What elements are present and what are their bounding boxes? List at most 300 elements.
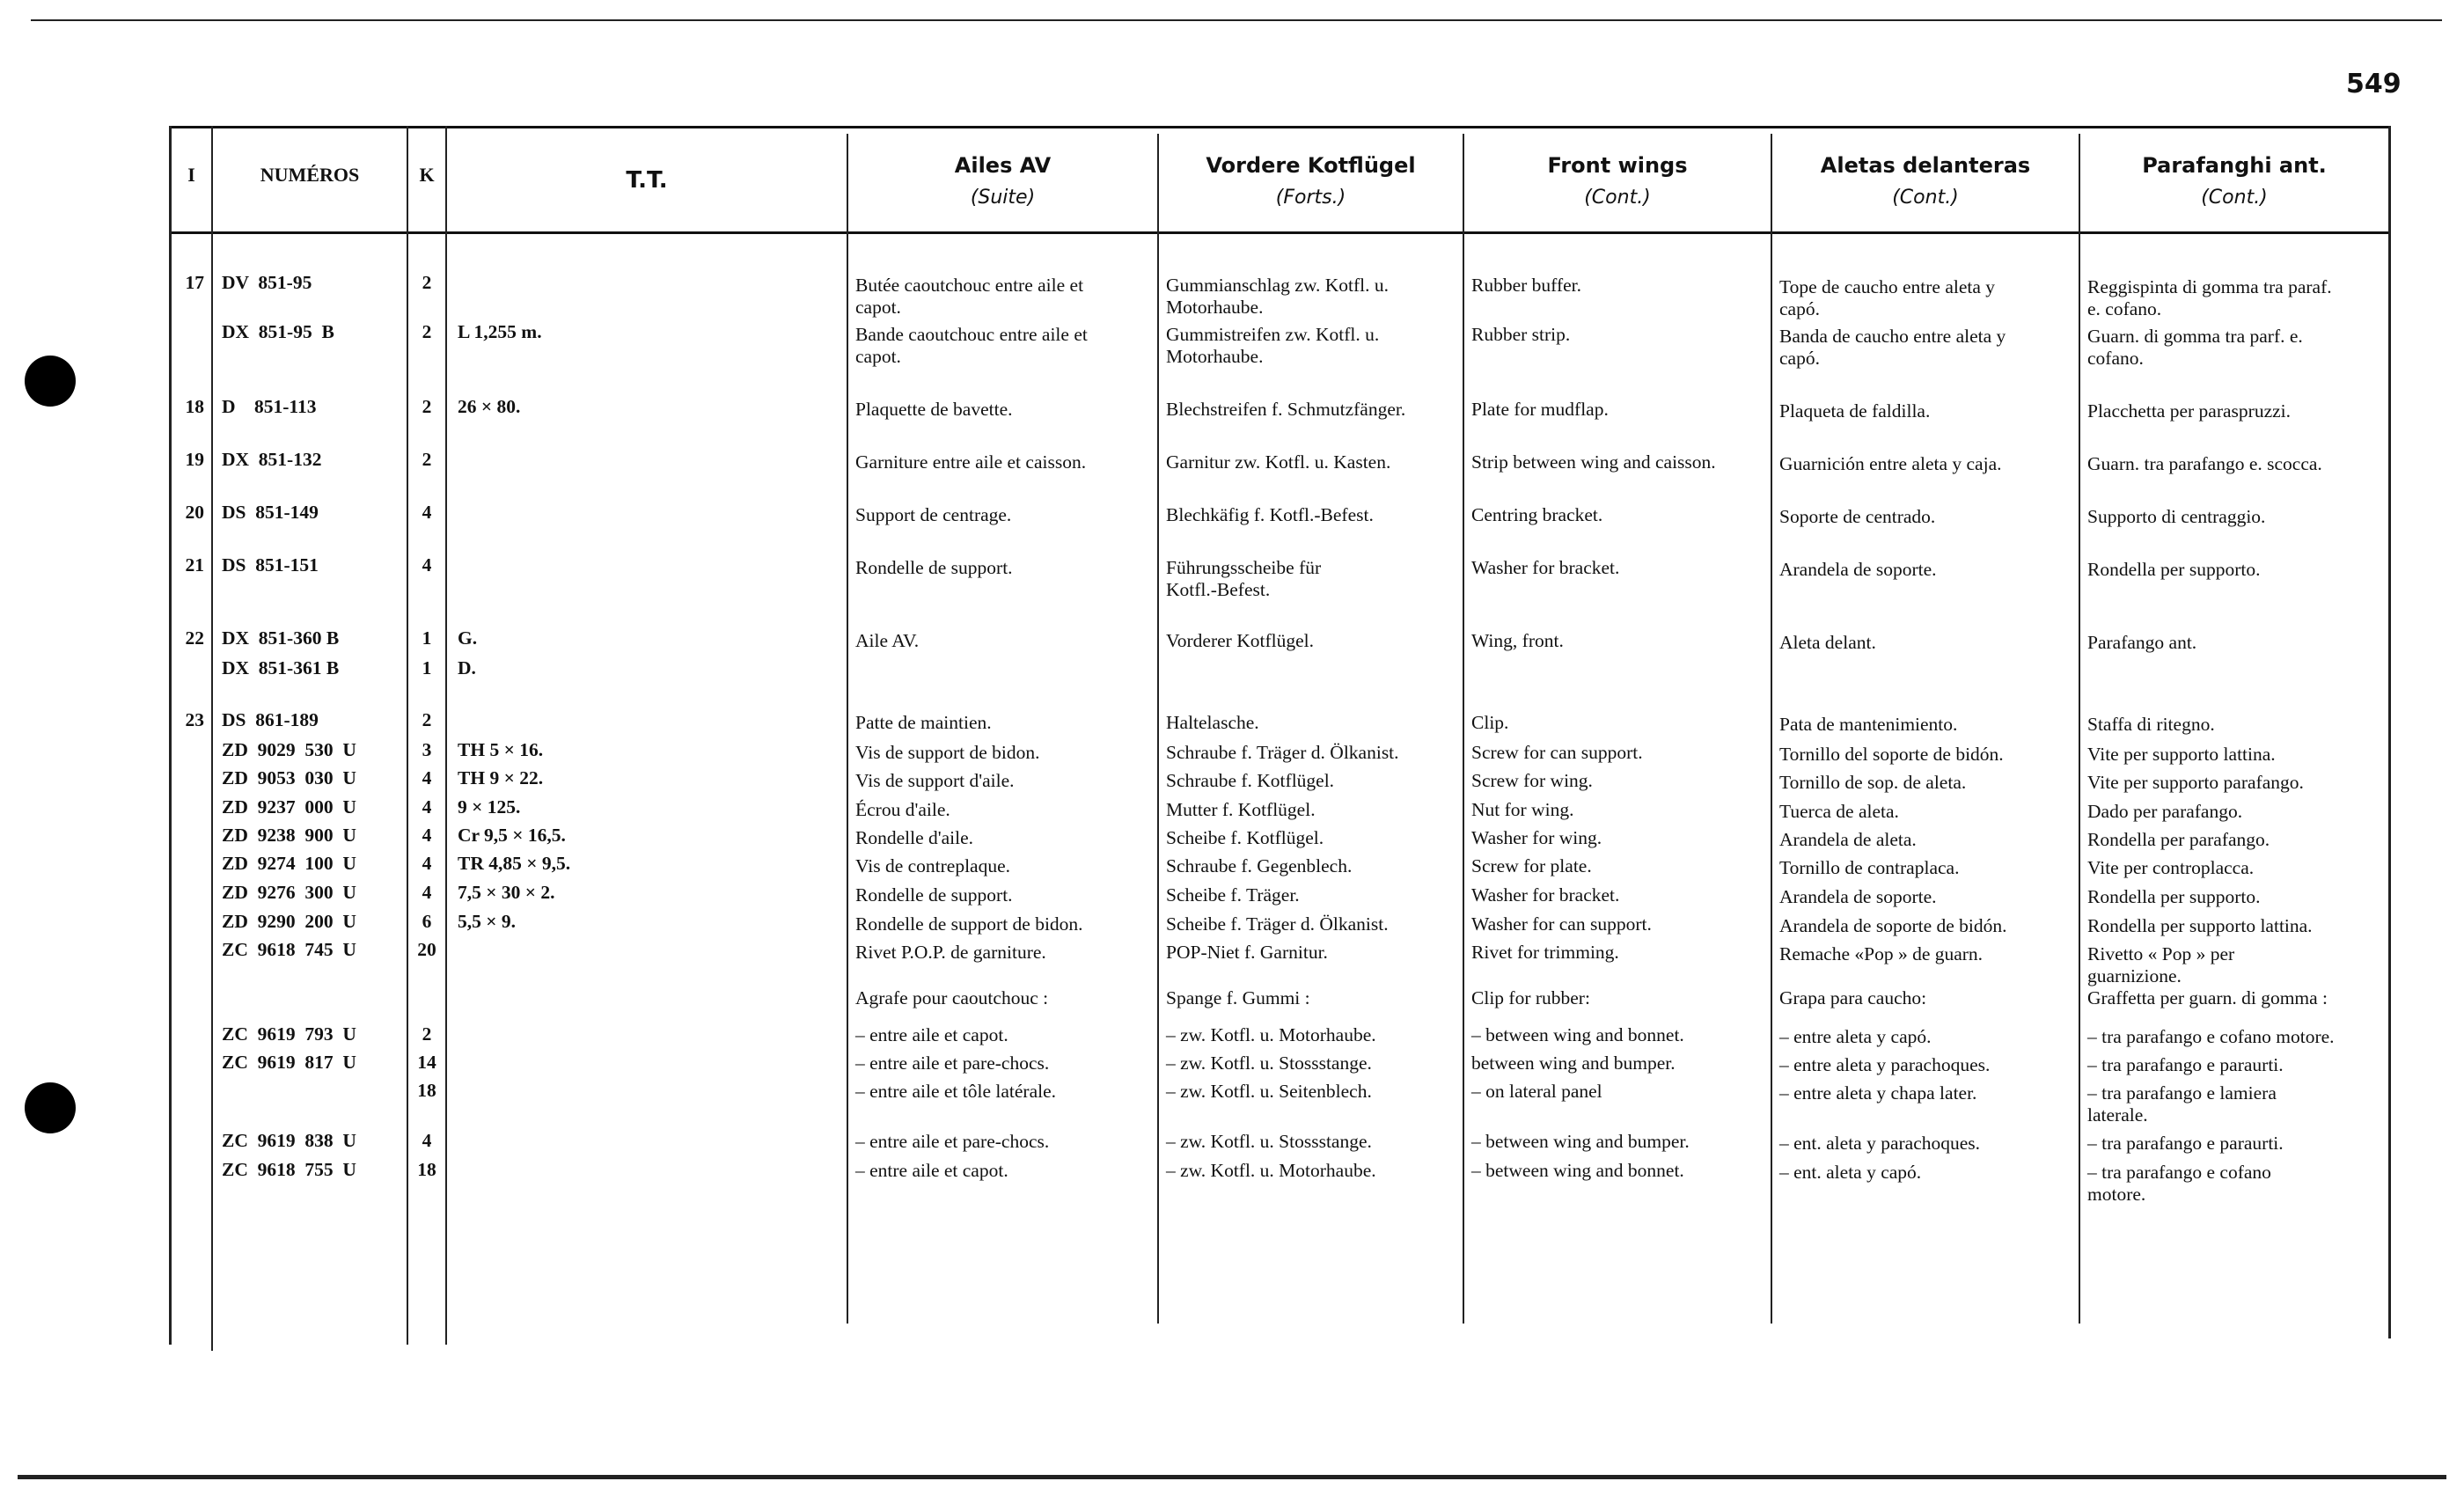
desc-it-line1: Dado per parafango. bbox=[2087, 801, 2243, 822]
desc-de bbox=[1166, 884, 1459, 906]
clip-desc-it bbox=[2087, 1162, 2383, 1206]
desc-en bbox=[1471, 913, 1766, 935]
quantity: 4 bbox=[422, 796, 432, 818]
desc-es bbox=[1779, 801, 2074, 823]
part-number: DS 851-149 bbox=[222, 502, 319, 523]
desc-es-line1: Arandela de soporte. bbox=[1779, 559, 1937, 580]
agrafe-heading-de bbox=[1166, 987, 1459, 1009]
desc-es-line1: Arandela de soporte. bbox=[1779, 886, 1937, 907]
desc-es bbox=[1779, 326, 2074, 370]
desc-en bbox=[1471, 504, 1766, 526]
tt-spec: D. bbox=[458, 657, 476, 678]
agrafe-heading-it-line1: Graffetta per guarn. di gomma : bbox=[2087, 987, 2328, 1008]
desc-es bbox=[1779, 943, 2074, 965]
col-divider-de bbox=[1157, 134, 1159, 1324]
desc-en-line1: Washer for bracket. bbox=[1471, 884, 1620, 906]
part-number: ZC 9619 817 U bbox=[222, 1052, 356, 1073]
header-k: K bbox=[419, 164, 435, 186]
quantity: 20 bbox=[417, 939, 436, 960]
desc-en bbox=[1471, 770, 1766, 792]
desc-es-line1: Guarnición entre aleta y caja. bbox=[1779, 453, 2002, 474]
clip-desc-en-line1: – on lateral panel bbox=[1471, 1081, 1602, 1102]
desc-de bbox=[1166, 942, 1459, 964]
clip-desc-es-line1: – entre aleta y capó. bbox=[1779, 1026, 1932, 1047]
desc-it bbox=[2087, 744, 2383, 766]
desc-en-line1: Nut for wing. bbox=[1471, 799, 1574, 820]
desc-fr bbox=[855, 324, 1150, 368]
quantity: 6 bbox=[422, 911, 432, 932]
clip-desc-it bbox=[2087, 1082, 2383, 1126]
desc-de bbox=[1166, 451, 1459, 473]
table-right-border bbox=[2388, 126, 2391, 1338]
clip-desc-en-line1: – between wing and bumper. bbox=[1471, 1131, 1690, 1152]
desc-en-line1: Strip between wing and caisson. bbox=[1471, 451, 1716, 473]
desc-es-line1: Tuerca de aleta. bbox=[1779, 801, 1899, 822]
desc-en bbox=[1471, 324, 1766, 346]
desc-it bbox=[2087, 857, 2383, 879]
desc-de bbox=[1166, 799, 1459, 821]
desc-es-line2: capó. bbox=[1779, 298, 1820, 319]
clip-desc-it-line1: – tra parafango e paraurti. bbox=[2087, 1054, 2284, 1075]
desc-de bbox=[1166, 712, 1459, 734]
desc-en bbox=[1471, 630, 1766, 652]
tt-spec: TH 5 × 16. bbox=[458, 739, 544, 760]
desc-fr-line1: Plaquette de bavette. bbox=[855, 399, 1013, 420]
tt-spec: 7,5 × 30 × 2. bbox=[458, 882, 555, 903]
clip-desc-es bbox=[1779, 1082, 2074, 1104]
table-left-border bbox=[169, 126, 172, 1345]
desc-es bbox=[1779, 915, 2074, 937]
top-rule bbox=[31, 19, 2442, 21]
part-number: ZD 9237 000 U bbox=[222, 796, 356, 818]
page-number: 549 bbox=[2346, 69, 2402, 99]
desc-en-line1: Rubber strip. bbox=[1471, 324, 1571, 345]
desc-fr bbox=[855, 942, 1150, 964]
part-number: DX 851-132 bbox=[222, 449, 322, 470]
desc-es-line1: Plaqueta de faldilla. bbox=[1779, 400, 1931, 422]
desc-en bbox=[1471, 399, 1766, 421]
desc-fr bbox=[855, 913, 1150, 935]
clip-desc-it-line2: laterale. bbox=[2087, 1104, 2148, 1126]
desc-it bbox=[2087, 714, 2383, 736]
tt-spec: TH 9 × 22. bbox=[458, 767, 544, 788]
desc-de-line1: Vorderer Kotflügel. bbox=[1166, 630, 1314, 651]
header-tt: T.T. bbox=[626, 167, 668, 194]
desc-fr bbox=[855, 884, 1150, 906]
col-divider-en bbox=[1463, 134, 1464, 1324]
punch-hole-bottom bbox=[25, 1082, 76, 1133]
part-number: ZD 9029 530 U bbox=[222, 739, 356, 760]
clip-desc-en bbox=[1471, 1024, 1766, 1046]
quantity: 18 bbox=[417, 1159, 436, 1180]
desc-fr-line1: Butée caoutchouc entre aile et bbox=[855, 275, 1084, 296]
desc-en-line1: Rubber buffer. bbox=[1471, 275, 1581, 296]
desc-it bbox=[2087, 801, 2383, 823]
desc-es bbox=[1779, 772, 2074, 794]
desc-it-line1: Reggispinta di gomma tra paraf. bbox=[2087, 276, 2332, 297]
desc-de-line1: Blechstreifen f. Schmutzfänger. bbox=[1166, 399, 1406, 420]
desc-de bbox=[1166, 827, 1459, 849]
quantity: 18 bbox=[417, 1080, 436, 1101]
desc-fr bbox=[855, 275, 1150, 319]
row-index: 17 bbox=[185, 272, 204, 293]
desc-de-line2: Motorhaube. bbox=[1166, 297, 1264, 318]
desc-it-line1: Rondella per supporto. bbox=[2087, 559, 2261, 580]
tt-spec: 5,5 × 9. bbox=[458, 911, 517, 932]
clip-desc-en bbox=[1471, 1081, 1766, 1103]
header-it-title: Parafanghi ant. bbox=[2142, 153, 2327, 178]
clip-desc-es bbox=[1779, 1026, 2074, 1048]
part-number: ZC 9619 838 U bbox=[222, 1130, 356, 1151]
desc-fr-line1: Rondelle de support. bbox=[855, 557, 1013, 578]
desc-en-line1: Plate for mudflap. bbox=[1471, 399, 1609, 420]
clip-desc-en-line1: – between wing and bonnet. bbox=[1471, 1160, 1684, 1181]
row-index: 19 bbox=[185, 449, 204, 470]
col-divider-numeros bbox=[211, 126, 213, 1351]
quantity: 4 bbox=[422, 1130, 432, 1151]
desc-it-line1: Guarn. di gomma tra parf. e. bbox=[2087, 326, 2303, 347]
header-fr bbox=[848, 153, 1157, 209]
clip-desc-it bbox=[2087, 1054, 2383, 1076]
col-divider-fr bbox=[847, 134, 848, 1324]
desc-es bbox=[1779, 400, 2074, 422]
clip-desc-es bbox=[1779, 1133, 2074, 1155]
desc-de bbox=[1166, 770, 1459, 792]
desc-fr-line1: Vis de support de bidon. bbox=[855, 742, 1040, 763]
header-es bbox=[1772, 153, 2079, 209]
desc-it-line1: Supporto di centraggio. bbox=[2087, 506, 2266, 527]
agrafe-heading-fr-line1: Agrafe pour caoutchouc : bbox=[855, 987, 1049, 1008]
desc-en-line1: Rivet for trimming. bbox=[1471, 942, 1619, 963]
clip-desc-fr-line1: – entre aile et tôle latérale. bbox=[855, 1081, 1057, 1102]
desc-it bbox=[2087, 772, 2383, 794]
part-number: ZD 9238 900 U bbox=[222, 825, 356, 846]
desc-en-line1: Washer for bracket. bbox=[1471, 557, 1620, 578]
desc-es bbox=[1779, 886, 2074, 908]
header-it-sub: (Cont.) bbox=[2201, 187, 2268, 209]
desc-en-line1: Washer for can support. bbox=[1471, 913, 1652, 935]
desc-es-line1: Soporte de centrado. bbox=[1779, 506, 1936, 527]
header-en-title: Front wings bbox=[1547, 153, 1688, 178]
clip-desc-it bbox=[2087, 1133, 2383, 1155]
part-number: ZD 9290 200 U bbox=[222, 911, 356, 932]
quantity: 2 bbox=[422, 396, 432, 417]
desc-it-line1: Rivetto « Pop » per bbox=[2087, 943, 2235, 964]
desc-de-line2: Kotfl.-Befest. bbox=[1166, 579, 1271, 600]
desc-es-line1: Arandela de soporte de bidón. bbox=[1779, 915, 2007, 936]
desc-it-line1: Guarn. tra parafango e. scocca. bbox=[2087, 453, 2322, 474]
clip-desc-de-line1: – zw. Kotfl. u. Motorhaube. bbox=[1166, 1024, 1376, 1045]
desc-fr-line2: capot. bbox=[855, 297, 901, 318]
header-de bbox=[1159, 153, 1463, 209]
clip-desc-fr bbox=[855, 1160, 1150, 1182]
tt-spec: L 1,255 m. bbox=[458, 321, 542, 342]
clip-desc-it-line1: – tra parafango e paraurti. bbox=[2087, 1133, 2284, 1154]
desc-it-line1: Rondella per parafango. bbox=[2087, 829, 2270, 850]
desc-fr bbox=[855, 770, 1150, 792]
desc-fr-line2: capot. bbox=[855, 346, 901, 367]
desc-fr-line1: Patte de maintien. bbox=[855, 712, 992, 733]
desc-es bbox=[1779, 714, 2074, 736]
desc-en-line1: Screw for wing. bbox=[1471, 770, 1593, 791]
quantity: 4 bbox=[422, 502, 432, 523]
agrafe-heading-es bbox=[1779, 987, 2074, 1009]
desc-en bbox=[1471, 557, 1766, 579]
table-top-border bbox=[169, 126, 2391, 128]
desc-it bbox=[2087, 915, 2383, 937]
desc-de-line1: Mutter f. Kotflügel. bbox=[1166, 799, 1316, 820]
desc-es-line1: Arandela de aleta. bbox=[1779, 829, 1917, 850]
desc-it bbox=[2087, 559, 2383, 581]
desc-it-line2: cofano. bbox=[2087, 348, 2144, 369]
desc-de-line1: Scheibe f. Träger. bbox=[1166, 884, 1300, 906]
tt-spec: Cr 9,5 × 16,5. bbox=[458, 825, 566, 846]
desc-fr-line1: Garniture entre aile et caisson. bbox=[855, 451, 1087, 473]
desc-fr bbox=[855, 504, 1150, 526]
desc-de bbox=[1166, 324, 1459, 368]
clip-desc-en-line1: between wing and bumper. bbox=[1471, 1052, 1676, 1074]
desc-fr-line1: Support de centrage. bbox=[855, 504, 1012, 525]
desc-fr bbox=[855, 712, 1150, 734]
part-number: DX 851-360 B bbox=[222, 627, 340, 649]
row-index: 22 bbox=[185, 627, 204, 649]
quantity: 2 bbox=[422, 1023, 432, 1045]
desc-fr bbox=[855, 630, 1150, 652]
agrafe-heading-it bbox=[2087, 987, 2383, 1009]
desc-it-line1: Vite per controplacca. bbox=[2087, 857, 2255, 878]
desc-it-line2: e. cofano. bbox=[2087, 298, 2162, 319]
desc-de bbox=[1166, 399, 1459, 421]
desc-fr bbox=[855, 799, 1150, 821]
quantity: 4 bbox=[422, 825, 432, 846]
desc-it bbox=[2087, 506, 2383, 528]
desc-es bbox=[1779, 744, 2074, 766]
part-number: DX 851-95 B bbox=[222, 321, 334, 342]
tt-spec: TR 4,85 × 9,5. bbox=[458, 853, 571, 874]
clip-desc-it-line1: – tra parafango e cofano motore. bbox=[2087, 1026, 2335, 1047]
clip-desc-es-line1: – ent. aleta y parachoques. bbox=[1779, 1133, 1981, 1154]
row-index: 21 bbox=[185, 554, 204, 576]
desc-de bbox=[1166, 630, 1459, 652]
desc-de-line2: Motorhaube. bbox=[1166, 346, 1264, 367]
desc-en bbox=[1471, 712, 1766, 734]
quantity: 1 bbox=[422, 657, 432, 678]
quantity: 4 bbox=[422, 767, 432, 788]
desc-de-line1: Schraube f. Gegenblech. bbox=[1166, 855, 1353, 876]
desc-it-line1: Vite per supporto parafango. bbox=[2087, 772, 2304, 793]
desc-es bbox=[1779, 829, 2074, 851]
desc-es-line1: Pata de mantenimiento. bbox=[1779, 714, 1958, 735]
desc-en-line1: Washer for wing. bbox=[1471, 827, 1602, 848]
agrafe-heading-en-line1: Clip for rubber: bbox=[1471, 987, 1590, 1008]
header-it bbox=[2080, 153, 2388, 209]
clip-desc-de bbox=[1166, 1131, 1459, 1153]
desc-fr-line1: Vis de support d'aile. bbox=[855, 770, 1015, 791]
tt-spec: G. bbox=[458, 627, 478, 649]
clip-desc-fr bbox=[855, 1024, 1150, 1046]
header-fr-title: Ailes AV bbox=[954, 153, 1052, 178]
clip-desc-de bbox=[1166, 1081, 1459, 1103]
agrafe-heading-de-line1: Spange f. Gummi : bbox=[1166, 987, 1310, 1008]
desc-es bbox=[1779, 632, 2074, 654]
col-divider-it bbox=[2079, 134, 2080, 1324]
part-number: ZD 9276 300 U bbox=[222, 882, 356, 903]
desc-de bbox=[1166, 504, 1459, 526]
header-numeros: NUMÉROS bbox=[260, 164, 360, 186]
tt-spec: 9 × 125. bbox=[458, 796, 521, 818]
clip-desc-it bbox=[2087, 1026, 2383, 1048]
desc-es-line1: Banda de caucho entre aleta y bbox=[1779, 326, 2006, 347]
desc-it-line1: Parafango ant. bbox=[2087, 632, 2197, 653]
agrafe-heading-en bbox=[1471, 987, 1766, 1009]
clip-desc-de bbox=[1166, 1024, 1459, 1046]
desc-fr-line1: Vis de contreplaque. bbox=[855, 855, 1011, 876]
desc-it bbox=[2087, 632, 2383, 654]
desc-es-line1: Remache «Pop » de guarn. bbox=[1779, 943, 1984, 964]
clip-desc-en-line1: – between wing and bonnet. bbox=[1471, 1024, 1684, 1045]
clip-desc-de bbox=[1166, 1160, 1459, 1182]
desc-it bbox=[2087, 943, 2383, 987]
desc-es-line1: Tornillo de contraplaca. bbox=[1779, 857, 1960, 878]
desc-de-line1: Gummianschlag zw. Kotfl. u. bbox=[1166, 275, 1389, 296]
desc-it bbox=[2087, 276, 2383, 320]
desc-en bbox=[1471, 827, 1766, 849]
desc-fr bbox=[855, 451, 1150, 473]
row-index: 20 bbox=[185, 502, 204, 523]
desc-de bbox=[1166, 742, 1459, 764]
agrafe-heading-es-line1: Grapa para caucho: bbox=[1779, 987, 1927, 1008]
desc-it bbox=[2087, 886, 2383, 908]
desc-fr-line1: Rivet P.O.P. de garniture. bbox=[855, 942, 1046, 963]
clip-desc-it-line2: motore. bbox=[2087, 1184, 2146, 1205]
desc-fr bbox=[855, 742, 1150, 764]
desc-de bbox=[1166, 855, 1459, 877]
tt-spec: 26 × 80. bbox=[458, 396, 521, 417]
clip-desc-it-line1: – tra parafango e lamiera bbox=[2087, 1082, 2277, 1104]
row-index: 23 bbox=[185, 709, 204, 730]
header-en bbox=[1464, 153, 1771, 209]
desc-fr-line1: Écrou d'aile. bbox=[855, 799, 950, 820]
agrafe-heading-fr bbox=[855, 987, 1150, 1009]
header-fr-sub: (Suite) bbox=[970, 187, 1036, 209]
clip-desc-es-line1: – entre aleta y parachoques. bbox=[1779, 1054, 1991, 1075]
desc-de-line1: Garnitur zw. Kotfl. u. Kasten. bbox=[1166, 451, 1391, 473]
desc-es-line1: Tornillo del soporte de bidón. bbox=[1779, 744, 2004, 765]
desc-de-line1: Blechkäfig f. Kotfl.-Befest. bbox=[1166, 504, 1374, 525]
clip-desc-de bbox=[1166, 1052, 1459, 1074]
desc-it bbox=[2087, 829, 2383, 851]
col-divider-k bbox=[407, 126, 408, 1345]
desc-de-line1: Schraube f. Träger d. Ölkanist. bbox=[1166, 742, 1399, 763]
desc-de-line1: Scheibe f. Kotflügel. bbox=[1166, 827, 1324, 848]
clip-desc-fr bbox=[855, 1131, 1150, 1153]
desc-de bbox=[1166, 913, 1459, 935]
clip-desc-it-line1: – tra parafango e cofano bbox=[2087, 1162, 2271, 1183]
desc-de-line1: POP-Niet f. Garnitur. bbox=[1166, 942, 1328, 963]
desc-it bbox=[2087, 453, 2383, 475]
clip-desc-fr-line1: – entre aile et pare-chocs. bbox=[855, 1052, 1050, 1074]
desc-es bbox=[1779, 559, 2074, 581]
part-number: D 851-113 bbox=[222, 396, 317, 417]
desc-fr bbox=[855, 557, 1150, 579]
desc-fr-line1: Aile AV. bbox=[855, 630, 920, 651]
desc-en bbox=[1471, 451, 1766, 473]
part-number: DS 851-151 bbox=[222, 554, 319, 576]
desc-fr bbox=[855, 827, 1150, 849]
quantity: 14 bbox=[417, 1052, 436, 1073]
desc-fr bbox=[855, 399, 1150, 421]
clip-desc-fr bbox=[855, 1081, 1150, 1103]
part-number: DX 851-361 B bbox=[222, 657, 340, 678]
header-de-sub: (Forts.) bbox=[1275, 187, 1346, 209]
clip-desc-fr-line1: – entre aile et capot. bbox=[855, 1160, 1008, 1181]
bottom-rule bbox=[18, 1475, 2446, 1479]
desc-en-line1: Screw for plate. bbox=[1471, 855, 1592, 876]
quantity: 3 bbox=[422, 739, 432, 760]
desc-de bbox=[1166, 557, 1459, 601]
desc-it-line1: Rondella per supporto. bbox=[2087, 886, 2261, 907]
clip-desc-es-line1: – ent. aleta y capó. bbox=[1779, 1162, 1922, 1183]
punch-hole-top bbox=[25, 356, 76, 407]
desc-fr-line1: Rondelle d'aile. bbox=[855, 827, 974, 848]
quantity: 2 bbox=[422, 449, 432, 470]
clip-desc-fr-line1: – entre aile et capot. bbox=[855, 1024, 1008, 1045]
quantity: 1 bbox=[422, 627, 432, 649]
header-es-sub: (Cont.) bbox=[1892, 187, 1959, 209]
clip-desc-es bbox=[1779, 1054, 2074, 1076]
desc-it-line1: Rondella per supporto lattina. bbox=[2087, 915, 2313, 936]
desc-de bbox=[1166, 275, 1459, 319]
clip-desc-en bbox=[1471, 1131, 1766, 1153]
header-de-title: Vordere Kotflügel bbox=[1206, 153, 1416, 178]
desc-es-line1: Tope de caucho entre aleta y bbox=[1779, 276, 1996, 297]
header-bottom-border bbox=[169, 231, 2391, 234]
desc-en bbox=[1471, 884, 1766, 906]
desc-fr-line1: Rondelle de support de bidon. bbox=[855, 913, 1083, 935]
row-index: 18 bbox=[185, 396, 204, 417]
desc-fr-line1: Rondelle de support. bbox=[855, 884, 1013, 906]
col-divider-es bbox=[1771, 134, 1772, 1324]
part-number: ZC 9618 745 U bbox=[222, 939, 356, 960]
desc-en-line1: Screw for can support. bbox=[1471, 742, 1643, 763]
desc-es-line2: capó. bbox=[1779, 348, 1820, 369]
desc-es-line1: Aleta delant. bbox=[1779, 632, 1876, 653]
quantity: 4 bbox=[422, 554, 432, 576]
desc-it-line1: Vite per supporto lattina. bbox=[2087, 744, 2276, 765]
desc-es-line1: Tornillo de sop. de aleta. bbox=[1779, 772, 1967, 793]
desc-es bbox=[1779, 857, 2074, 879]
desc-de-line1: Scheibe f. Träger d. Ölkanist. bbox=[1166, 913, 1389, 935]
desc-es bbox=[1779, 453, 2074, 475]
quantity: 4 bbox=[422, 853, 432, 874]
desc-fr-line1: Bande caoutchouc entre aile et bbox=[855, 324, 1088, 345]
part-number: ZC 9619 793 U bbox=[222, 1023, 356, 1045]
desc-en bbox=[1471, 942, 1766, 964]
clip-desc-de-line1: – zw. Kotfl. u. Seitenblech. bbox=[1166, 1081, 1372, 1102]
quantity: 2 bbox=[422, 709, 432, 730]
desc-es bbox=[1779, 276, 2074, 320]
desc-en bbox=[1471, 275, 1766, 297]
desc-it-line1: Staffa di ritegno. bbox=[2087, 714, 2215, 735]
part-number: ZC 9618 755 U bbox=[222, 1159, 356, 1180]
clip-desc-es bbox=[1779, 1162, 2074, 1184]
desc-de-line1: Haltelasche. bbox=[1166, 712, 1259, 733]
quantity: 4 bbox=[422, 882, 432, 903]
desc-it bbox=[2087, 326, 2383, 370]
desc-de-line1: Führungsscheibe für bbox=[1166, 557, 1322, 578]
header-index: I bbox=[187, 164, 195, 186]
desc-it bbox=[2087, 400, 2383, 422]
